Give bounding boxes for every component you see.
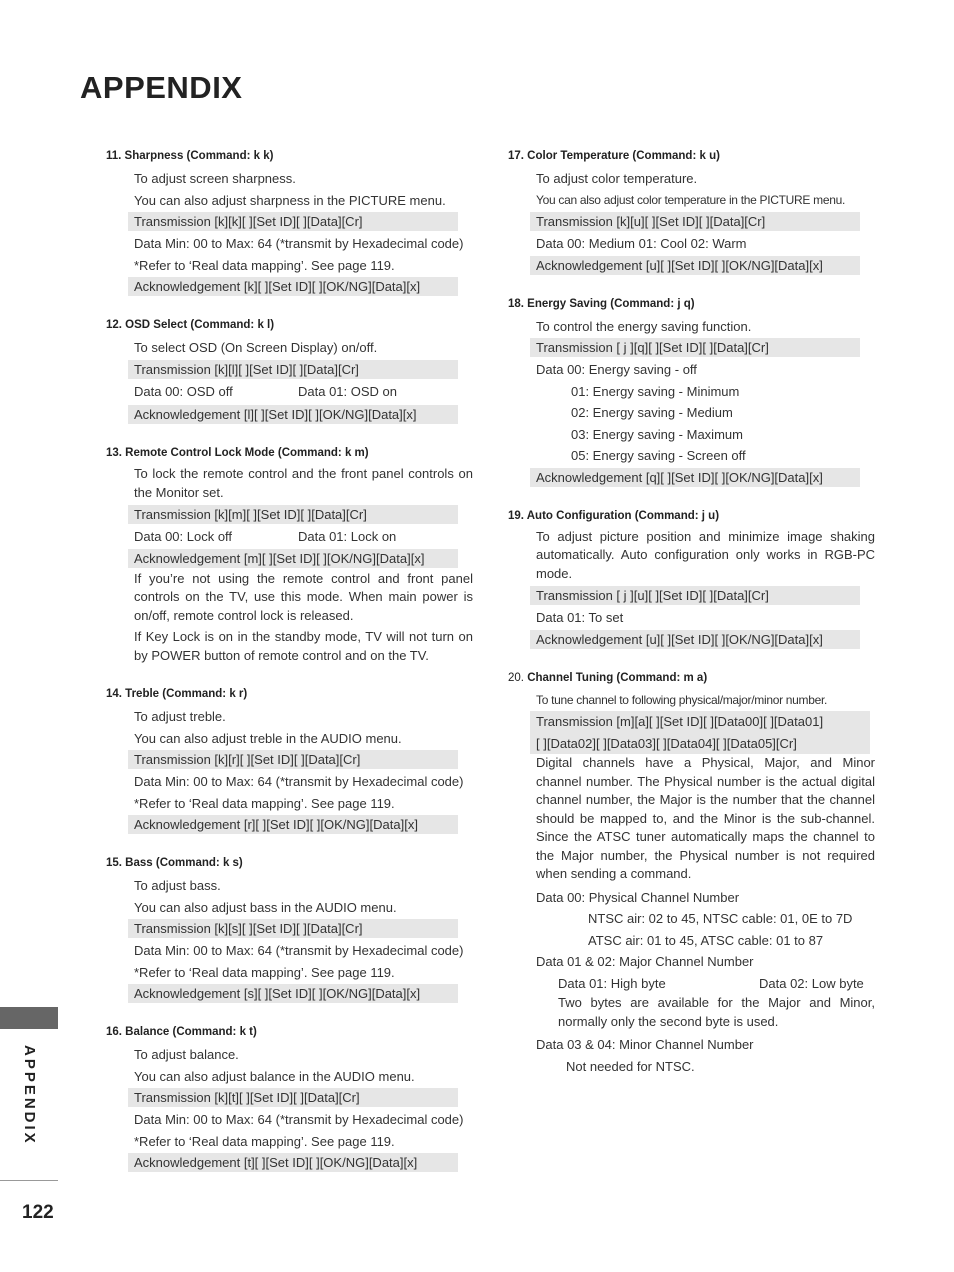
section-heading: 18. Energy Saving (Command: j q)	[508, 297, 695, 310]
section-auto-configuration	[508, 508, 875, 649]
acknowledgement-format: Acknowledgement [r][ ][Set ID][ ][OK/NG][Data][x]	[128, 815, 458, 834]
data-note: *Refer to ‘Real data mapping’. See page 119.	[134, 1133, 395, 1149]
section-number: 20.	[508, 671, 524, 684]
description: You can also adjust color temperature in the PICTURE menu.	[536, 192, 845, 207]
data-value: Data 03 & 04: Minor Channel Number	[536, 1037, 754, 1052]
acknowledgement-format: Acknowledgement [s][ ][Set ID][ ][OK/NG][Data][x]	[128, 984, 458, 1003]
description: To adjust screen sharpness.	[134, 171, 296, 186]
description: You can also adjust bass in the AUDIO menu.	[134, 899, 397, 915]
section-heading: 13. Remote Control Lock Mode (Command: k m)	[106, 447, 369, 459]
data-range: Data Min: 00 to Max: 64 (*transmit by Hexadecimal code)	[134, 236, 464, 251]
data-value: Data 00: Lock off	[134, 529, 233, 544]
section-title: Channel Tuning (Command: m a)	[527, 671, 708, 684]
description: To adjust bass.	[134, 878, 221, 893]
description: You can also adjust balance in the AUDIO menu.	[134, 1068, 415, 1084]
data-value: Data 00: Energy saving - off	[536, 362, 697, 377]
data-values	[134, 381, 473, 403]
data-value: 02: Energy saving - Medium	[571, 405, 733, 420]
section-sharpness	[106, 148, 473, 296]
transmission-format: Transmission [m][a][ ][Set ID][ ][Data00][ ][Data01]	[530, 711, 870, 733]
section-energy-saving	[508, 296, 875, 487]
section-heading: 11. Sharpness (Command: k k)	[106, 150, 274, 162]
section-osd-select	[106, 317, 473, 424]
acknowledgement-format: Acknowledgement [t][ ][Set ID][ ][OK/NG][Data][x]	[128, 1153, 458, 1172]
description: You can also adjust sharpness in the PICTURE menu.	[134, 192, 446, 208]
data-value: Data 01 & 02: Major Channel Number	[536, 954, 754, 969]
section-heading: 15. Bass (Command: k s)	[106, 857, 243, 869]
transmission-format: Transmission [k][s][ ][Set ID][ ][Data][Cr]	[128, 919, 458, 938]
description: To adjust color temperature.	[536, 171, 698, 186]
section-heading: 19. Auto Configuration (Command: j u)	[508, 509, 720, 522]
transmission-format: Transmission [k][k][ ][Set ID][ ][Data][Cr]	[128, 212, 458, 231]
right-column	[508, 148, 875, 1098]
section-treble	[106, 686, 473, 834]
acknowledgement-format: Acknowledgement [m][ ][Set ID][ ][OK/NG][Data][x]	[128, 549, 458, 568]
section-heading: 12. OSD Select (Command: k l)	[106, 319, 275, 331]
data-values	[134, 526, 473, 548]
transmission-format: Transmission [k][u][ ][Set ID][ ][Data][Cr]	[530, 212, 860, 231]
note-paragraph: If Key Lock is on in the standby mode, TV will not turn on by POWER button of remote control and on the TV.	[134, 629, 473, 663]
acknowledgement-format: Acknowledgement [u][ ][Set ID][ ][OK/NG][Data][x]	[530, 256, 860, 275]
data-values: Data 00: Medium 01: Cool 02: Warm	[536, 236, 747, 251]
data-note: *Refer to ‘Real data mapping’. See page 119.	[134, 795, 395, 811]
acknowledgement-format: Acknowledgement [k][ ][Set ID][ ][OK/NG][Data][x]	[128, 277, 458, 296]
description: To select OSD (On Screen Display) on/off.	[134, 340, 378, 355]
section-bass	[106, 855, 473, 1003]
description: To adjust balance.	[134, 1047, 239, 1062]
transmission-format: Transmission [ j ][q][ ][Set ID][ ][Data][Cr]	[530, 338, 860, 357]
page-number: 122	[22, 1202, 54, 1223]
data-value: ATSC air: 01 to 45, ATSC cable: 01 to 87	[588, 932, 824, 948]
data-value: Data 01: OSD on	[298, 383, 397, 399]
transmission-format: Transmission [k][t][ ][Set ID][ ][Data][Cr]	[128, 1088, 458, 1107]
section-channel-tuning	[508, 670, 875, 1078]
description-paragraph: Digital channels have a Physical, Major, and Minor channel number. The Physical number is the actual digital channel number, the Major is the number that the channel should be mapped to, and the Minor is the sub-channel. Since the ATSC tuner automatically maps the channel to the Major number, the Physical number is not required when sending a command.	[536, 755, 875, 881]
data-value: Data 00: Physical Channel Number	[536, 889, 740, 905]
section-balance	[106, 1024, 473, 1172]
transmission-format: Transmission [k][l][ ][Set ID][ ][Data][Cr]	[128, 360, 458, 379]
acknowledgement-format: Acknowledgement [q][ ][Set ID][ ][OK/NG][Data][x]	[530, 468, 860, 487]
data-values	[558, 973, 875, 995]
data-value: Data 02: Low byte	[759, 975, 864, 991]
section-heading: 16. Balance (Command: k t)	[106, 1026, 257, 1038]
section-heading	[508, 670, 875, 686]
data-value: 05: Energy saving - Screen off	[571, 448, 746, 463]
data-note: *Refer to ‘Real data mapping’. See page 119.	[134, 964, 395, 980]
data-value: Data 01: To set	[536, 610, 624, 625]
side-tab-marker	[0, 1007, 58, 1029]
page-title: APPENDIX	[80, 70, 243, 105]
description: To control the energy saving function.	[536, 318, 752, 334]
data-value: Data 00: OSD off	[134, 383, 233, 399]
data-value: Data 01: Lock on	[298, 529, 397, 544]
data-value: Data 01: High byte	[558, 975, 666, 991]
section-remote-lock	[106, 445, 473, 665]
description: To adjust treble.	[134, 709, 226, 724]
transmission-format: Transmission [ j ][u][ ][Set ID][ ][Data][Cr]	[530, 586, 860, 605]
section-heading: 17. Color Temperature (Command: k u)	[508, 150, 720, 162]
section-heading: 14. Treble (Command: k r)	[106, 688, 248, 700]
data-range: Data Min: 00 to Max: 64 (*transmit by Hexadecimal code)	[134, 1112, 464, 1127]
description: To lock the remote control and the front panel controls on the Monitor set.	[134, 466, 473, 500]
note-paragraph: If you’re not using the remote control and front panel controls on the TV, use this mode. When main power is on/off, remote control lock is released.	[134, 570, 473, 623]
section-color-temperature	[508, 148, 875, 275]
description: You can also adjust treble in the AUDIO menu.	[134, 730, 402, 746]
data-value: Not needed for NTSC.	[566, 1058, 695, 1074]
transmission-format: Transmission [k][m][ ][Set ID][ ][Data][Cr]	[128, 505, 458, 524]
data-range: Data Min: 00 to Max: 64 (*transmit by Hexadecimal code)	[134, 943, 464, 958]
transmission-format-continued: [ ][Data02][ ][Data03][ ][Data04][ ][Data05][Cr]	[530, 733, 870, 755]
description: To adjust picture position and minimize image shaking automatically. Auto configuration only works in RGB-PC mode.	[536, 528, 875, 581]
data-value: 01: Energy saving - Minimum	[571, 383, 740, 399]
data-value: 03: Energy saving - Maximum	[571, 426, 743, 442]
side-section-label: APPENDIX	[21, 1045, 38, 1146]
note-paragraph: Two bytes are available for the Major and Minor, normally only the second byte is used.	[558, 995, 875, 1029]
transmission-format: Transmission [k][r][ ][Set ID][ ][Data][Cr]	[128, 750, 458, 769]
data-value: NTSC air: 02 to 45, NTSC cable: 01, 0E to 7D	[588, 911, 853, 926]
footer-divider	[0, 1180, 58, 1181]
acknowledgement-format: Acknowledgement [u][ ][Set ID][ ][OK/NG][Data][x]	[530, 630, 860, 649]
data-note: *Refer to ‘Real data mapping’. See page 119.	[134, 257, 395, 273]
left-column	[106, 148, 473, 1193]
description: To tune channel to following physical/major/minor number.	[536, 692, 828, 707]
data-range: Data Min: 00 to Max: 64 (*transmit by Hexadecimal code)	[134, 774, 464, 789]
acknowledgement-format: Acknowledgement [l][ ][Set ID][ ][OK/NG][Data][x]	[128, 405, 458, 424]
